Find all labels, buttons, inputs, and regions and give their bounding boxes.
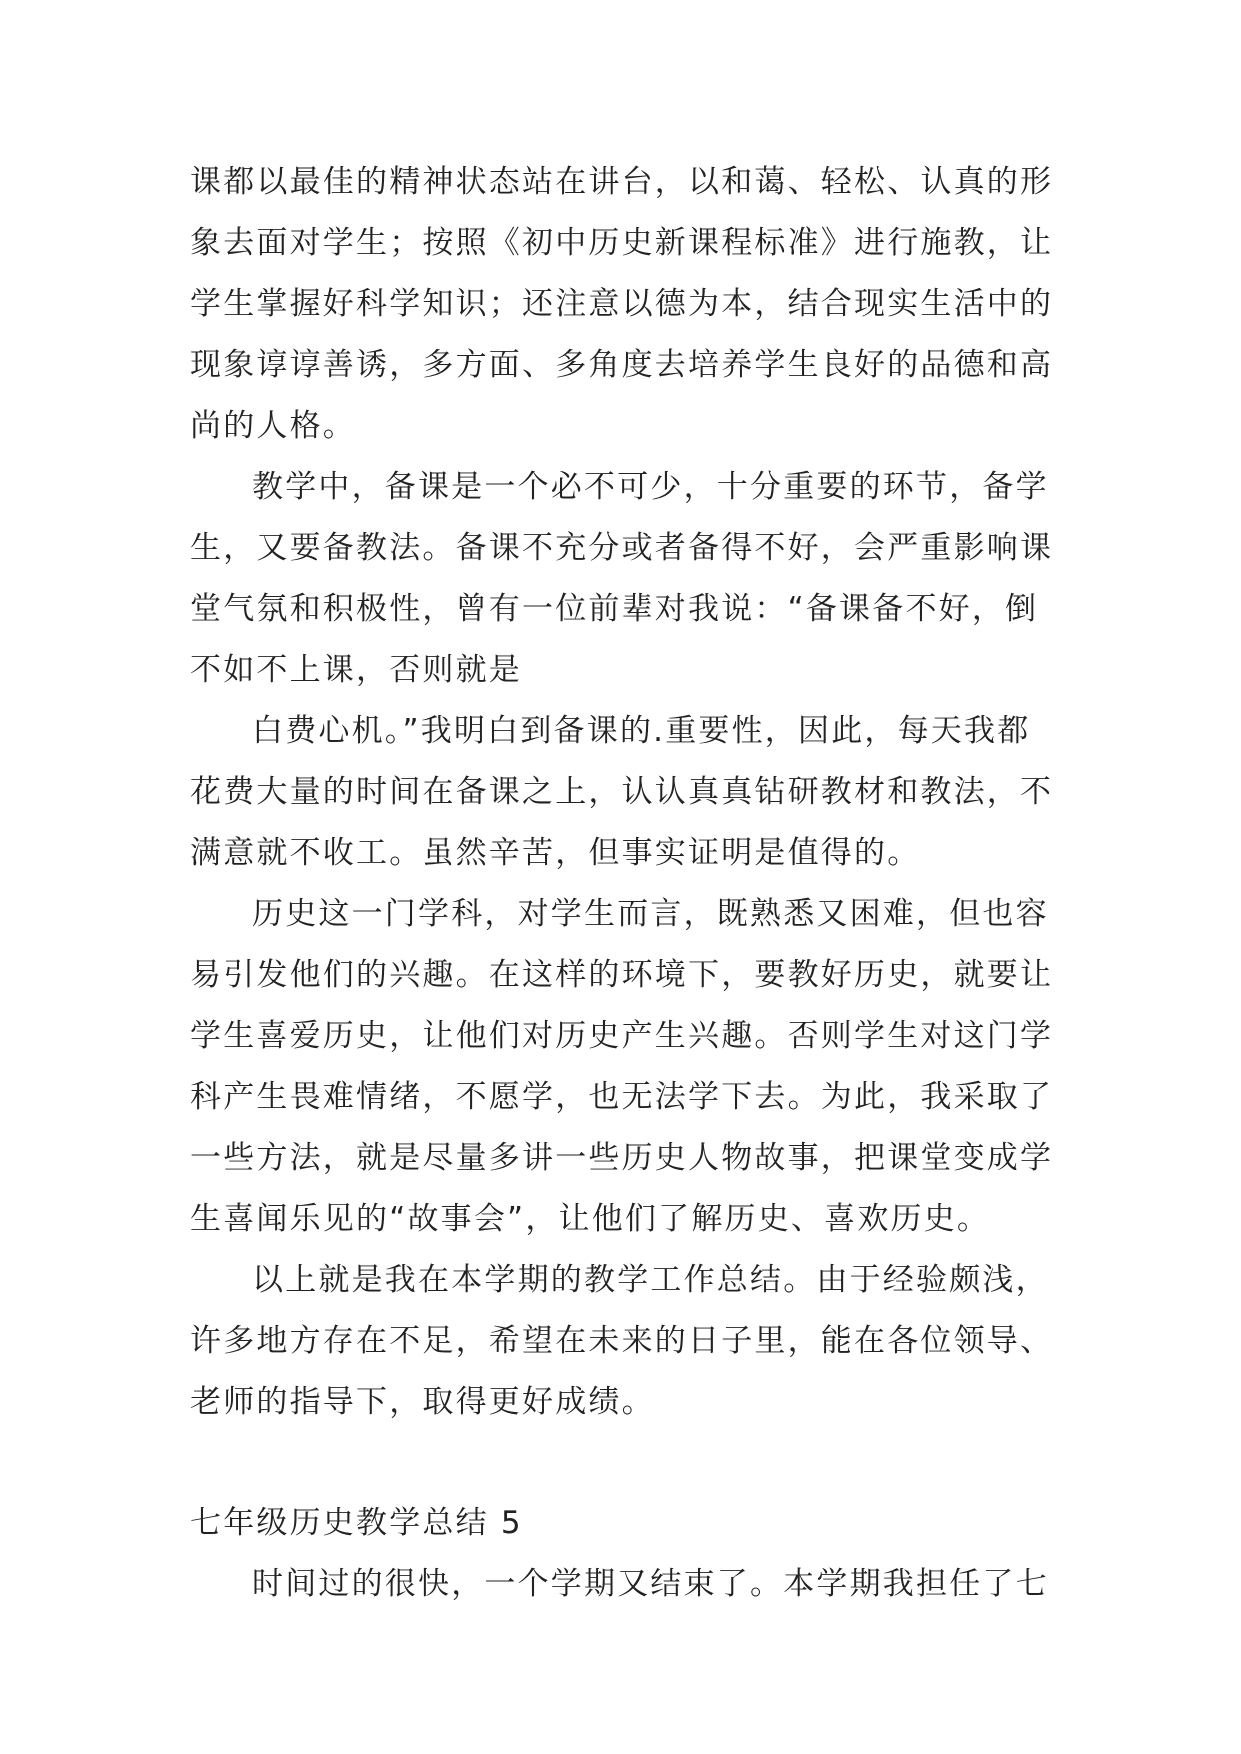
text-line: 花费大量的时间在备课之上，认认真真钻研教材和教法，不: [190, 774, 1054, 810]
paragraph-3: [190, 701, 1054, 884]
paragraph-6: [190, 1554, 1050, 1615]
text-line: 堂气氛和积极性，曾有一位前辈对我说：“备课备不好，倒: [190, 591, 1039, 627]
text-line: 科产生畏难情绪，不愿学，也无法学下去。为此，我采取了: [190, 1079, 1054, 1115]
text-line: 生喜闻乐见的“故事会”，让他们了解历史、喜欢历史。: [190, 1201, 991, 1237]
paragraph-4: [190, 884, 1054, 1250]
text-line: 满意就不收工。虽然辛苦，但事实证明是值得的。: [190, 835, 921, 871]
text-line: 教学中，备课是一个必不可少，十分重要的环节，备学: [252, 469, 1049, 505]
text-line: 现象谆谆善诱，多方面、多角度去培养学生良好的品德和高: [190, 347, 1054, 383]
paragraph-2: [190, 457, 1054, 701]
paragraph-5: [190, 1250, 1054, 1433]
text-line: 学生掌握好科学知识；还注意以德为本，结合现实生活中的: [190, 286, 1054, 322]
text-line: 学生喜爱历史，让他们对历史产生兴趣。否则学生对这门学: [190, 1018, 1054, 1054]
text-line: 生，又要备教法。备课不充分或者备得不好，会严重影响课: [190, 530, 1054, 566]
text-line: 白费心机。”我明白到备课的.重要性，因此，每天我都: [252, 713, 1031, 749]
text-line: 历史这一门学科，对学生而言，既熟悉又困难，但也容: [252, 896, 1049, 932]
text-line: 时间过的很快，一个学期又结束了。本学期我担任了七: [252, 1566, 1049, 1602]
paragraph-1: [190, 152, 1054, 457]
text-line: 许多地方存在不足，希望在未来的日子里，能在各位领导、: [190, 1323, 1054, 1359]
text-line: 不如不上课，否则就是: [190, 652, 522, 688]
document-body: [190, 152, 1054, 1615]
text-line: 尚的人格。: [190, 408, 356, 444]
text-line: 象去面对学生；按照《初中历史新课程标准》进行施教，让: [190, 225, 1054, 261]
text-line: 课都以最佳的精神状态站在讲台，以和蔼、轻松、认真的形: [190, 164, 1054, 200]
text-line: 老师的指导下，取得更好成绩。: [190, 1384, 655, 1420]
text-line: 以上就是我在本学期的教学工作总结。由于经验颇浅，: [252, 1262, 1049, 1298]
text-line: 易引发他们的兴趣。在这样的环境下，要教好历史，就要让: [190, 957, 1054, 993]
text-line: 一些方法，就是尽量多讲一些历史人物故事，把课堂变成学: [190, 1140, 1054, 1176]
section-heading: 七年级历史教学总结 5: [190, 1505, 523, 1541]
